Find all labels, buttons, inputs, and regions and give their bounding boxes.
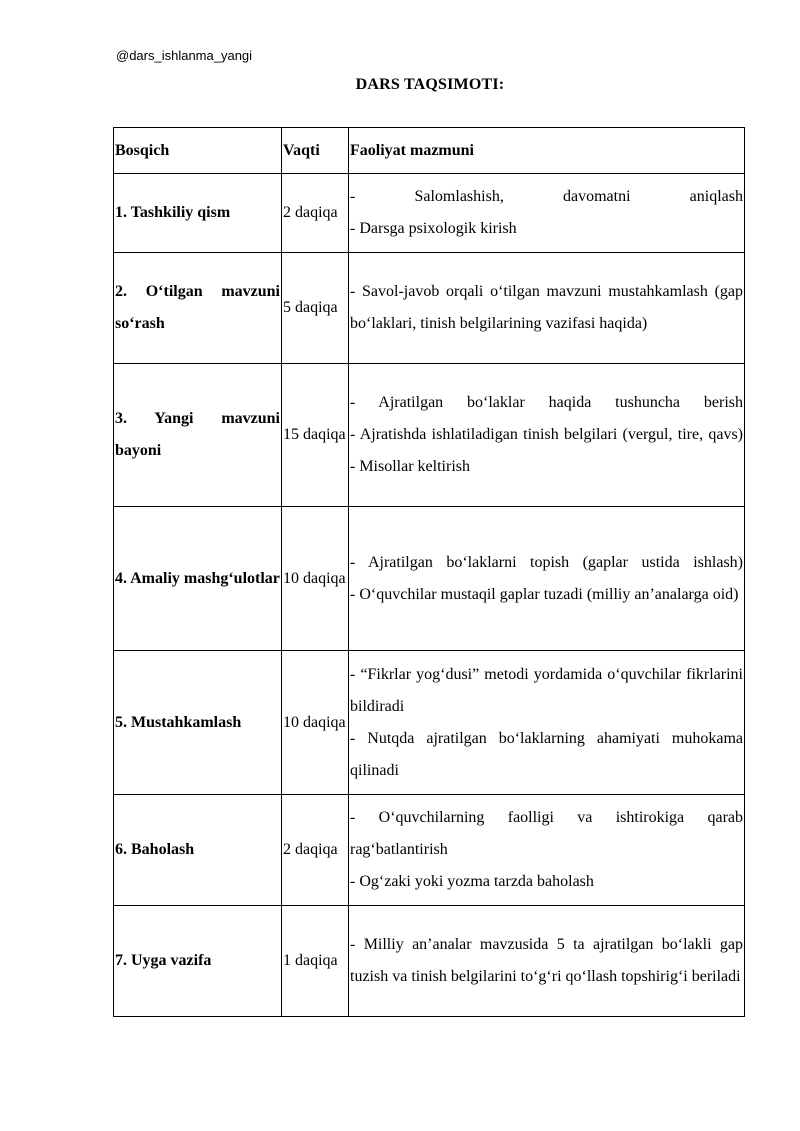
lesson-plan-table <box>113 127 745 1017</box>
time-cell: 5 daqiqa <box>282 253 349 364</box>
content-cell <box>349 253 745 364</box>
stage-cell: 2. O‘tilgan mavzuni so‘rash <box>114 253 282 364</box>
content-line: - Salomlashish, davomatni aniqlash <box>350 188 743 205</box>
table-row <box>114 364 745 507</box>
stage-cell: 4. Amaliy mashg‘ulotlar <box>114 507 282 651</box>
content-line: - Og‘zaki yoki yozma tarzda baholash <box>350 873 594 890</box>
content-cell <box>349 364 745 507</box>
content-line: - Savol-javob orqali o‘tilgan mavzuni mustahkamlash (gap bo‘laklari, tinish belgilarining vazifasi haqida) <box>350 283 743 332</box>
column-header-time: Vaqti <box>282 128 349 174</box>
table-row <box>114 795 745 906</box>
table-row <box>114 174 745 253</box>
content-line: - “Fikrlar yog‘dusi” metodi yordamida o‘quvchilar fikrlarini bildiradi <box>350 665 743 715</box>
stage-cell: 3. Yangi mavzuni bayoni <box>114 364 282 507</box>
watermark-handle: @dars_ishlanma_yangi <box>116 48 253 63</box>
content-cell <box>349 507 745 651</box>
table-row <box>114 906 745 1017</box>
content-line: - Ajratishda ishlatiladigan tinish belgilari (vergul, tire, qavs) <box>350 426 743 443</box>
content-line: - Milliy an’analar mavzusida 5 ta ajratilgan bo‘lakli gap tuzish va tinish belgilarini to‘g‘ri qo‘llash topshirig‘i beriladi <box>350 936 743 985</box>
table-row <box>114 507 745 651</box>
content-line: - O‘quvchilarning faolligi va ishtirokiga qarab rag‘batlantirish <box>350 809 743 858</box>
content-line: - O‘quvchilar mustaqil gaplar tuzadi (milliy an’analarga oid) <box>350 585 739 603</box>
table-row <box>114 253 745 364</box>
content-cell <box>349 174 745 253</box>
time-cell: 10 daqiqa <box>282 651 349 795</box>
content-cell <box>349 795 745 906</box>
time-cell: 2 daqiqa <box>282 174 349 253</box>
stage-cell: 7. Uyga vazifa <box>114 906 282 1017</box>
column-header-content: Faoliyat mazmuni <box>349 128 745 174</box>
page-title: DARS TAQSIMOTI: <box>355 76 505 93</box>
time-cell: 2 daqiqa <box>282 795 349 906</box>
stage-cell: 6. Baholash <box>114 795 282 906</box>
table-row <box>114 651 745 795</box>
content-line: - Ajratilgan bo‘laklarni topish (gaplar ustida ishlash) <box>350 553 743 571</box>
stage-cell: 1. Tashkiliy qism <box>114 174 282 253</box>
content-line: - Ajratilgan bo‘laklar haqida tushuncha berish <box>350 394 743 411</box>
time-cell: 10 daqiqa <box>282 507 349 651</box>
time-cell: 15 daqiqa <box>282 364 349 507</box>
content-line: - Darsga psixologik kirish <box>350 220 517 237</box>
content-line: - Misollar keltirish <box>350 458 470 475</box>
time-cell: 1 daqiqa <box>282 906 349 1017</box>
stage-cell: 5. Mustahkamlash <box>114 651 282 795</box>
table-header-row <box>114 128 745 174</box>
column-header-stage: Bosqich <box>114 128 282 174</box>
content-line: - Nutqda ajratilgan bo‘laklarning ahamiyati muhokama qilinadi <box>350 729 743 779</box>
content-cell <box>349 906 745 1017</box>
content-cell <box>349 651 745 795</box>
